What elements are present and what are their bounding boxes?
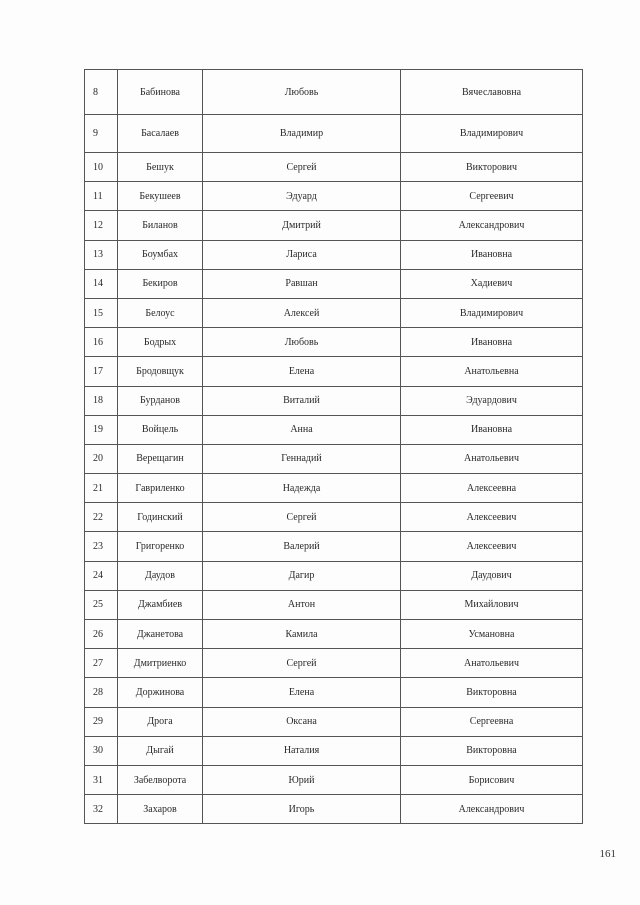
- patronymic-cell: Ивановна: [401, 328, 583, 357]
- table-row: [85, 474, 583, 503]
- surname-cell: Дыгай: [118, 736, 203, 765]
- table-row: [85, 298, 583, 327]
- table-row: [85, 182, 583, 211]
- surname-cell: Бекиров: [118, 269, 203, 298]
- row-number: 22: [85, 503, 118, 532]
- name-cell: Лариса: [203, 240, 401, 269]
- table-row: [85, 240, 583, 269]
- table-row: [85, 590, 583, 619]
- row-number: 13: [85, 240, 118, 269]
- table-row: [85, 211, 583, 240]
- patronymic-cell: Эдуардович: [401, 386, 583, 415]
- surname-cell: Бурданов: [118, 386, 203, 415]
- patronymic-cell: Викторовна: [401, 678, 583, 707]
- name-cell: Сергей: [203, 649, 401, 678]
- patronymic-cell: Алексеевна: [401, 474, 583, 503]
- patronymic-cell: Алексеевич: [401, 503, 583, 532]
- surname-cell: Бекушеев: [118, 182, 203, 211]
- table-row: [85, 765, 583, 794]
- patronymic-cell: Вячеславовна: [401, 70, 583, 115]
- table-row: [85, 328, 583, 357]
- name-cell: Оксана: [203, 707, 401, 736]
- row-number: 12: [85, 211, 118, 240]
- patronymic-cell: Ивановна: [401, 415, 583, 444]
- patronymic-cell: Алексеевич: [401, 532, 583, 561]
- surname-cell: Бодрых: [118, 328, 203, 357]
- table-row: [85, 678, 583, 707]
- row-number: 19: [85, 415, 118, 444]
- table-row: [85, 70, 583, 115]
- row-number: 25: [85, 590, 118, 619]
- row-number: 29: [85, 707, 118, 736]
- row-number: 14: [85, 269, 118, 298]
- name-cell: Геннадий: [203, 444, 401, 473]
- row-number: 11: [85, 182, 118, 211]
- table-row: [85, 503, 583, 532]
- row-number: 8: [85, 70, 118, 115]
- patronymic-cell: Александрович: [401, 211, 583, 240]
- surname-cell: Годинский: [118, 503, 203, 532]
- name-cell: Надежда: [203, 474, 401, 503]
- table-row: [85, 707, 583, 736]
- name-cell: Валерий: [203, 532, 401, 561]
- surname-cell: Григоренко: [118, 532, 203, 561]
- patronymic-cell: Сергеевна: [401, 707, 583, 736]
- name-cell: Алексей: [203, 298, 401, 327]
- name-cell: Равшан: [203, 269, 401, 298]
- name-cell: Владимир: [203, 115, 401, 153]
- surname-cell: Бабинова: [118, 70, 203, 115]
- row-number: 28: [85, 678, 118, 707]
- name-cell: Сергей: [203, 153, 401, 182]
- row-number: 26: [85, 620, 118, 649]
- surname-cell: Захаров: [118, 795, 203, 824]
- row-number: 17: [85, 357, 118, 386]
- row-number: 16: [85, 328, 118, 357]
- surname-cell: Белоус: [118, 298, 203, 327]
- row-number: 32: [85, 795, 118, 824]
- name-cell: Анна: [203, 415, 401, 444]
- row-number: 20: [85, 444, 118, 473]
- row-number: 10: [85, 153, 118, 182]
- name-cell: Наталия: [203, 736, 401, 765]
- name-cell: Елена: [203, 357, 401, 386]
- patronymic-cell: Михайлович: [401, 590, 583, 619]
- row-number: 30: [85, 736, 118, 765]
- table-row: [85, 649, 583, 678]
- row-number: 27: [85, 649, 118, 678]
- name-cell: Дмитрий: [203, 211, 401, 240]
- table-row: [85, 620, 583, 649]
- table-row: [85, 153, 583, 182]
- page-number: 161: [599, 848, 616, 860]
- name-cell: Любовь: [203, 70, 401, 115]
- patronymic-cell: Владимирович: [401, 115, 583, 153]
- surname-cell: Даудов: [118, 561, 203, 590]
- surname-cell: Басалаев: [118, 115, 203, 153]
- patronymic-cell: Александрович: [401, 795, 583, 824]
- roster-table: [84, 69, 583, 824]
- table-row: [85, 269, 583, 298]
- patronymic-cell: Даудович: [401, 561, 583, 590]
- surname-cell: Джанетова: [118, 620, 203, 649]
- row-number: 23: [85, 532, 118, 561]
- surname-cell: Бешук: [118, 153, 203, 182]
- table-row: [85, 561, 583, 590]
- patronymic-cell: Викторовна: [401, 736, 583, 765]
- table-row: [85, 386, 583, 415]
- roster-table-body: [85, 70, 583, 824]
- name-cell: Антон: [203, 590, 401, 619]
- row-number: 24: [85, 561, 118, 590]
- name-cell: Елена: [203, 678, 401, 707]
- table-row: [85, 357, 583, 386]
- surname-cell: Доржинова: [118, 678, 203, 707]
- table-row: [85, 736, 583, 765]
- surname-cell: Верещагин: [118, 444, 203, 473]
- patronymic-cell: Анатольевич: [401, 444, 583, 473]
- name-cell: Любовь: [203, 328, 401, 357]
- row-number: 21: [85, 474, 118, 503]
- table-row: [85, 115, 583, 153]
- name-cell: Игорь: [203, 795, 401, 824]
- name-cell: Дагир: [203, 561, 401, 590]
- surname-cell: Боумбах: [118, 240, 203, 269]
- name-cell: Сергей: [203, 503, 401, 532]
- surname-cell: Дмитриенко: [118, 649, 203, 678]
- row-number: 15: [85, 298, 118, 327]
- surname-cell: Джамбиев: [118, 590, 203, 619]
- table-row: [85, 532, 583, 561]
- name-cell: Виталий: [203, 386, 401, 415]
- surname-cell: Биланов: [118, 211, 203, 240]
- name-cell: Юрий: [203, 765, 401, 794]
- patronymic-cell: Ивановна: [401, 240, 583, 269]
- surname-cell: Бродовщук: [118, 357, 203, 386]
- surname-cell: Дрога: [118, 707, 203, 736]
- name-cell: Эдуард: [203, 182, 401, 211]
- name-cell: Камила: [203, 620, 401, 649]
- table-row: [85, 415, 583, 444]
- patronymic-cell: Анатольевна: [401, 357, 583, 386]
- row-number: 9: [85, 115, 118, 153]
- table-row: [85, 444, 583, 473]
- surname-cell: Забелворота: [118, 765, 203, 794]
- patronymic-cell: Анатольевич: [401, 649, 583, 678]
- patronymic-cell: Хадиевич: [401, 269, 583, 298]
- row-number: 31: [85, 765, 118, 794]
- patronymic-cell: Владимирович: [401, 298, 583, 327]
- patronymic-cell: Борисович: [401, 765, 583, 794]
- surname-cell: Войцель: [118, 415, 203, 444]
- patronymic-cell: Сергеевич: [401, 182, 583, 211]
- table-row: [85, 795, 583, 824]
- row-number: 18: [85, 386, 118, 415]
- surname-cell: Гавриленко: [118, 474, 203, 503]
- patronymic-cell: Усмановна: [401, 620, 583, 649]
- patronymic-cell: Викторович: [401, 153, 583, 182]
